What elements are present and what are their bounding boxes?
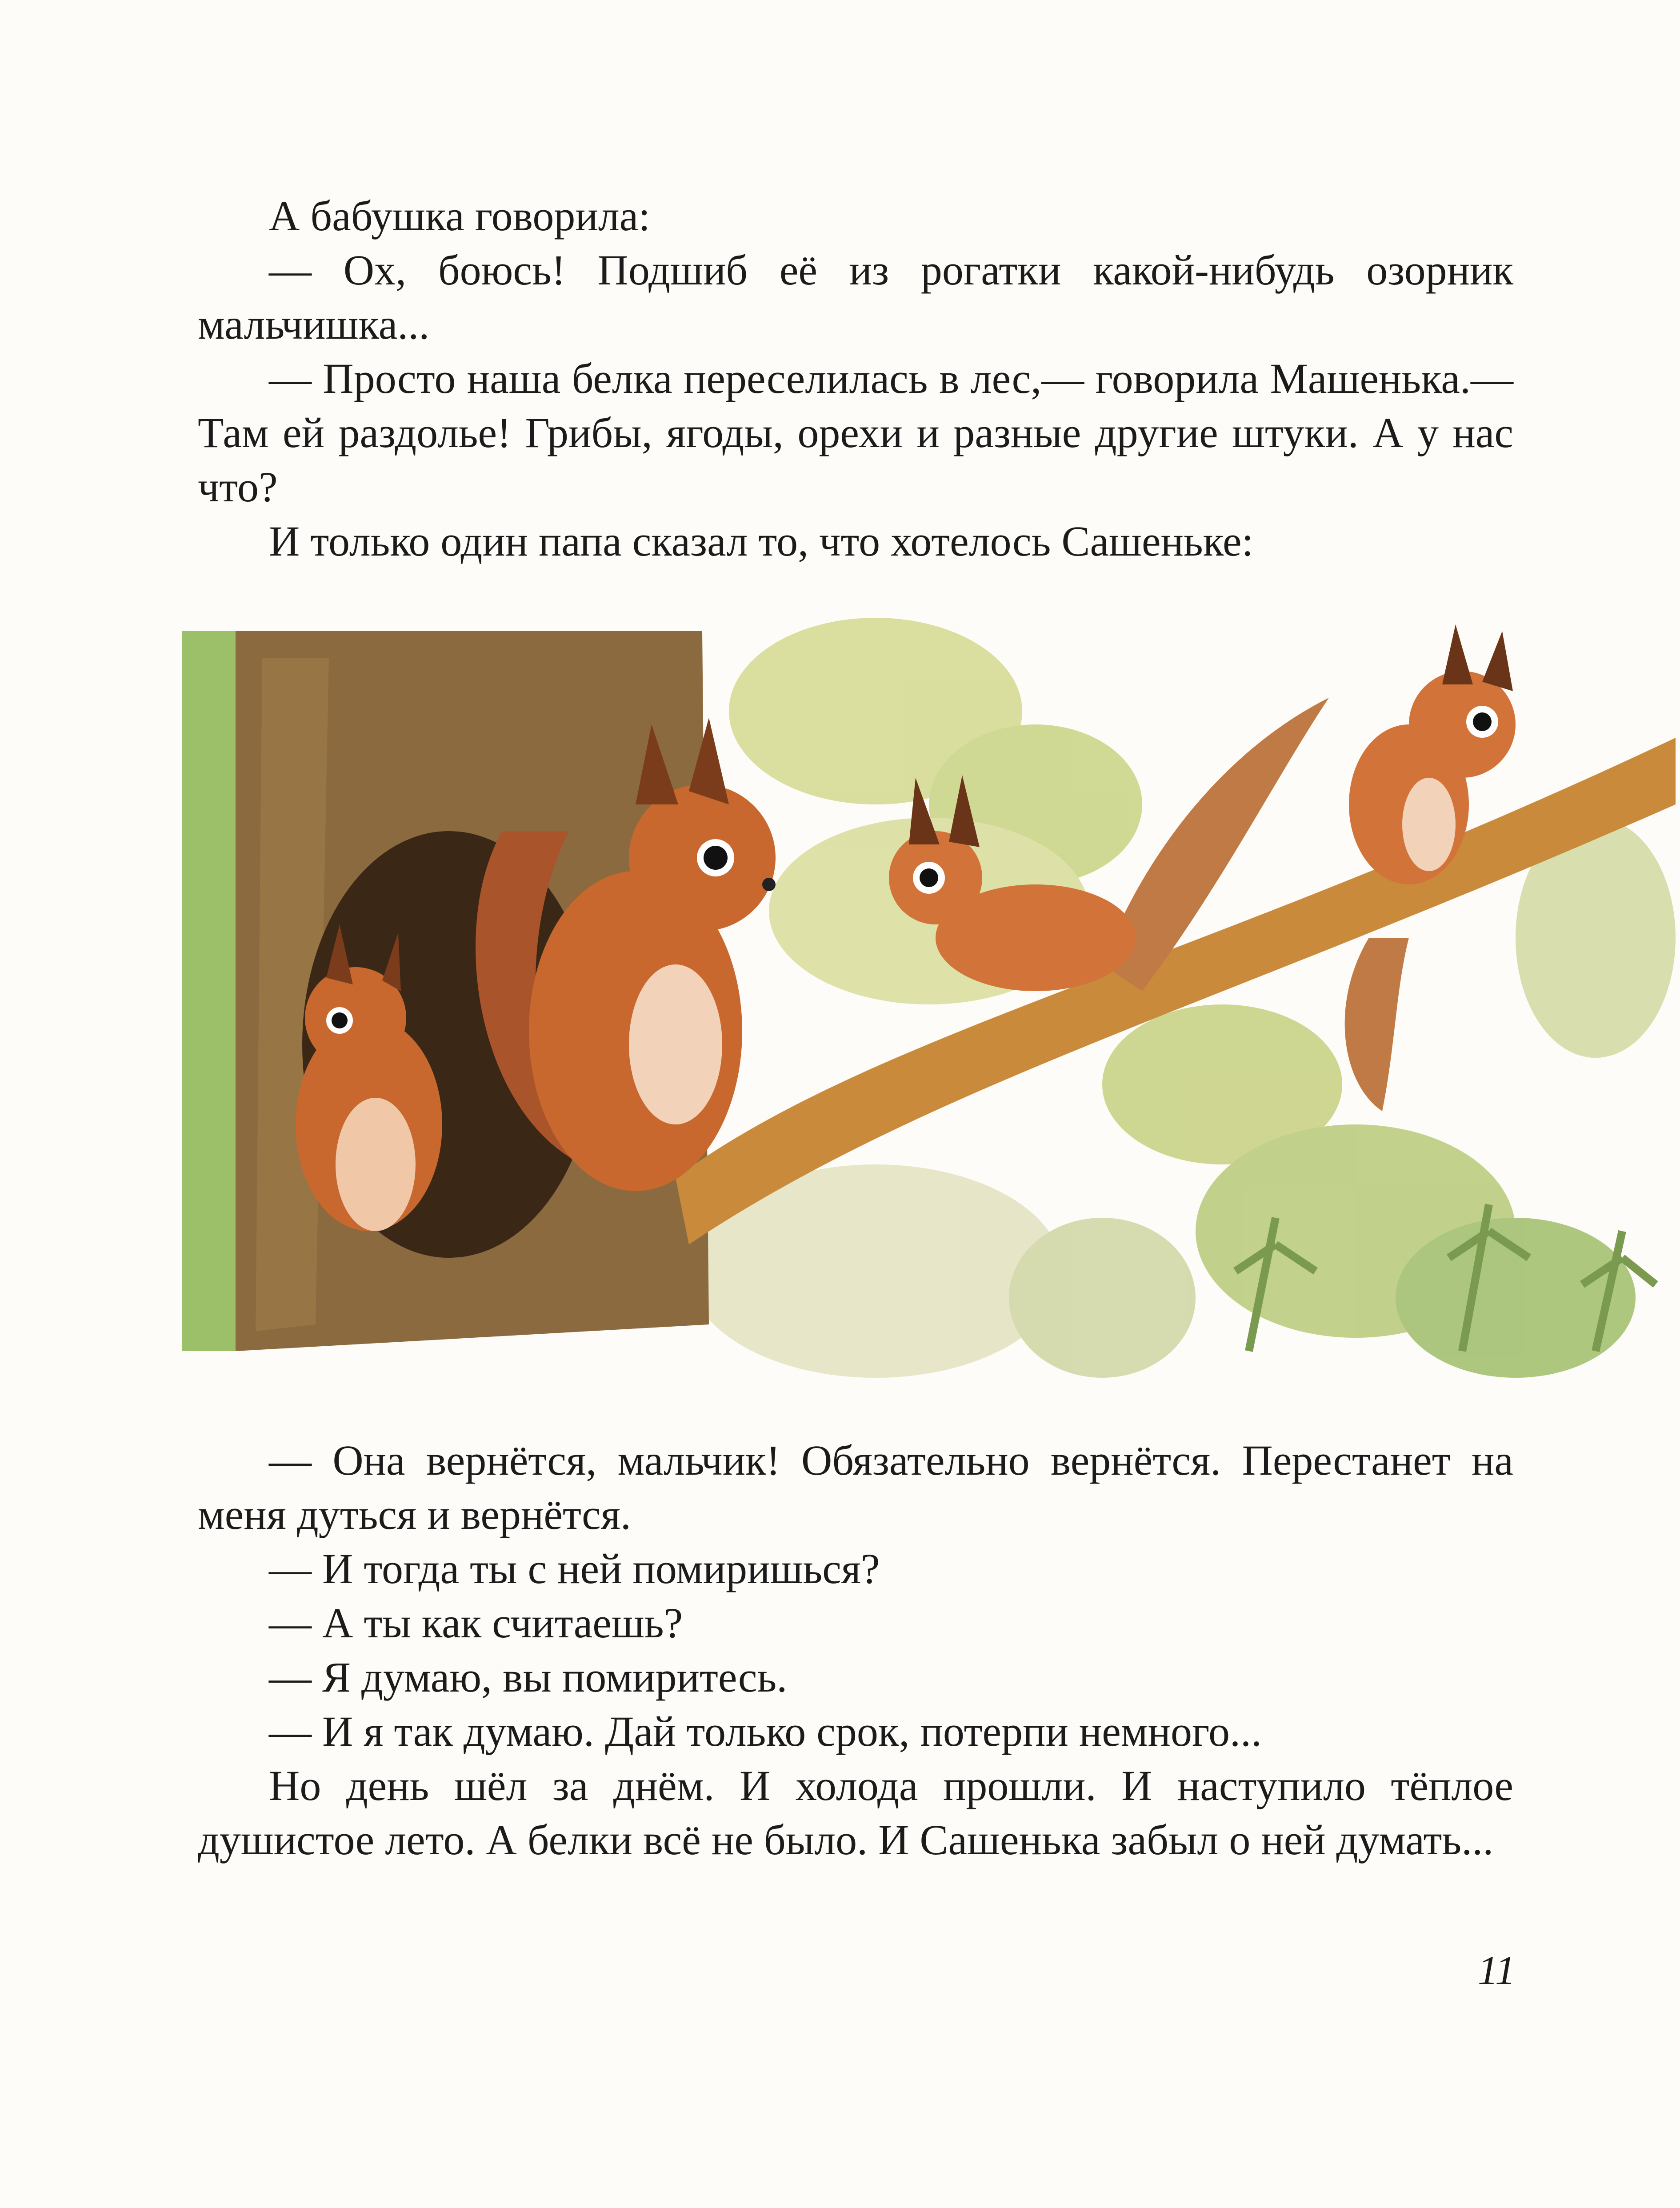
paragraph: И только один папа сказал то, что хотелось Сашеньке: xyxy=(269,517,1254,565)
page-number: 11 xyxy=(1477,1948,1516,1993)
paragraph: А бабушка говорила: xyxy=(269,192,650,240)
top-text-block xyxy=(198,189,1513,568)
paragraph: — Ох, боюсь! Подшиб её из рогатки какой-нибудь озорник мальчишка... xyxy=(198,246,1513,348)
paragraph: — А ты как считаешь? xyxy=(269,1599,683,1647)
bottom-text-block xyxy=(198,1433,1513,1867)
grass-strip xyxy=(182,631,236,1351)
squirrels-illustration xyxy=(182,604,1676,1404)
squirrels-illustration-svg xyxy=(182,604,1676,1404)
paragraph: — Она вернётся, мальчик! Обязательно вернётся. Перестанет на меня дуться и вернётся. xyxy=(198,1436,1513,1538)
paragraph: — Просто наша белка переселилась в лес,— говорила Машенька.— Там ей раздолье! Грибы, ягоды, орехи и разные другие штуки. А у нас что? xyxy=(198,355,1513,511)
paragraph: — И тогда ты с ней помиришься? xyxy=(269,1545,880,1592)
paragraph: — И я так думаю. Дай только срок, потерпи немного... xyxy=(269,1708,1262,1755)
paragraph: — Я думаю, вы помиритесь. xyxy=(269,1653,788,1701)
paragraph: Но день шёл за днём. И холода прошли. И наступило тёплое душистое лето. А белки всё не было. И Сашенька забыл о ней думать... xyxy=(198,1762,1513,1864)
